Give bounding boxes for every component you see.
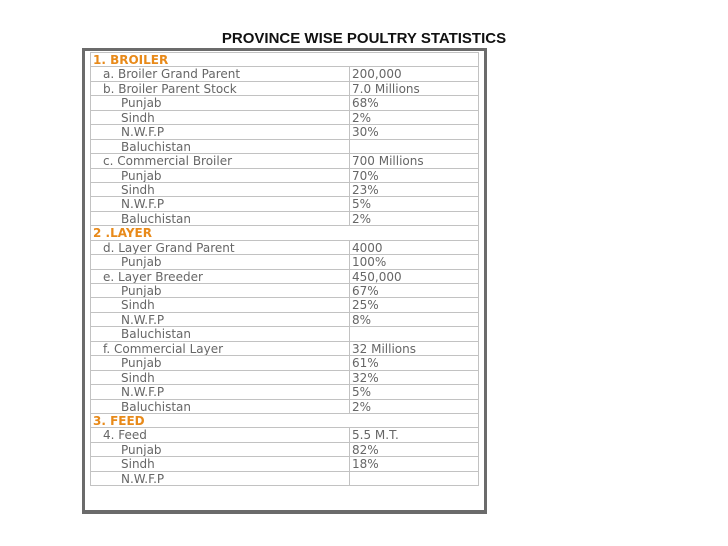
table-row	[90, 183, 479, 197]
row-value: 200,000	[350, 67, 479, 80]
table-row	[90, 197, 479, 211]
row-value: 67%	[350, 284, 479, 297]
table-row	[90, 385, 479, 399]
page-title: PROVINCE WISE POULTRY STATISTICS	[221, 30, 507, 47]
row-label: Punjab	[90, 356, 350, 369]
row-label: Sindh	[90, 183, 350, 196]
row-label: N.W.F.P	[90, 472, 350, 485]
row-value: 70%	[350, 169, 479, 182]
table-row	[90, 169, 479, 183]
row-label: Baluchistan	[90, 140, 350, 153]
table-row	[90, 154, 479, 168]
row-value: 68%	[350, 96, 479, 109]
section-title: 3. FEED	[90, 414, 350, 427]
row-label: Sindh	[90, 371, 350, 384]
row-value: 32%	[350, 371, 479, 384]
row-value: 4000	[350, 241, 479, 254]
row-label: Punjab	[90, 255, 350, 268]
table-row	[90, 400, 479, 414]
row-label: c. Commercial Broiler	[90, 154, 350, 167]
row-value: 8%	[350, 313, 479, 326]
row-label: N.W.F.P	[90, 197, 350, 210]
row-label: N.W.F.P	[90, 385, 350, 398]
table-row	[90, 371, 479, 385]
table-row	[90, 67, 479, 81]
table-row	[90, 457, 479, 471]
row-label: Sindh	[90, 298, 350, 311]
row-label: Baluchistan	[90, 400, 350, 413]
table-row	[90, 111, 479, 125]
row-value: 30%	[350, 125, 479, 138]
row-label: f. Commercial Layer	[90, 342, 350, 355]
row-value: 450,000	[350, 270, 479, 283]
row-value	[350, 53, 479, 66]
row-label: Baluchistan	[90, 327, 350, 340]
table-row	[90, 255, 479, 269]
section-header-row	[90, 53, 479, 67]
table-row	[90, 140, 479, 154]
row-value: 2%	[350, 212, 479, 225]
row-label: b. Broiler Parent Stock	[90, 82, 350, 95]
statistics-table-image	[82, 48, 487, 514]
row-value: 2%	[350, 400, 479, 413]
row-value: 25%	[350, 298, 479, 311]
table-row	[90, 241, 479, 255]
row-value: 18%	[350, 457, 479, 470]
row-value: 100%	[350, 255, 479, 268]
section-header-row	[90, 414, 479, 428]
table-row	[90, 342, 479, 356]
row-label: N.W.F.P	[90, 125, 350, 138]
row-label: a. Broiler Grand Parent	[90, 67, 350, 80]
row-value: 5%	[350, 385, 479, 398]
row-label: N.W.F.P	[90, 313, 350, 326]
row-value: 7.0 Millions	[350, 82, 479, 95]
table-row	[90, 356, 479, 370]
section-header-row	[90, 226, 479, 240]
table-row	[90, 270, 479, 284]
section-title: 2 .LAYER	[90, 226, 350, 239]
row-value	[350, 327, 479, 340]
row-label: d. Layer Grand Parent	[90, 241, 350, 254]
row-value: 2%	[350, 111, 479, 124]
row-label: Sindh	[90, 457, 350, 470]
statistics-table-panel	[85, 51, 484, 510]
row-value: 23%	[350, 183, 479, 196]
row-value: 61%	[350, 356, 479, 369]
table-row	[90, 443, 479, 457]
table-row	[90, 298, 479, 312]
row-value	[350, 226, 479, 239]
row-value	[350, 472, 479, 485]
table-row	[90, 96, 479, 110]
row-label: Sindh	[90, 111, 350, 124]
row-label: Punjab	[90, 284, 350, 297]
row-value: 5%	[350, 197, 479, 210]
table-row	[90, 82, 479, 96]
statistics-table	[90, 52, 479, 486]
section-title: 1. BROILER	[90, 53, 350, 66]
row-label: e. Layer Breeder	[90, 270, 350, 283]
table-row	[90, 472, 479, 486]
row-value: 82%	[350, 443, 479, 456]
row-label: Punjab	[90, 443, 350, 456]
row-value	[350, 414, 479, 427]
table-row	[90, 125, 479, 139]
row-label: Punjab	[90, 169, 350, 182]
row-value: 700 Millions	[350, 154, 479, 167]
row-value	[350, 140, 479, 153]
row-label: Baluchistan	[90, 212, 350, 225]
table-row	[90, 327, 479, 341]
table-row	[90, 212, 479, 226]
table-row	[90, 428, 479, 442]
row-value: 32 Millions	[350, 342, 479, 355]
table-row	[90, 284, 479, 298]
row-value: 5.5 M.T.	[350, 428, 479, 441]
row-label: Punjab	[90, 96, 350, 109]
table-row	[90, 313, 479, 327]
row-label: 4. Feed	[90, 428, 350, 441]
